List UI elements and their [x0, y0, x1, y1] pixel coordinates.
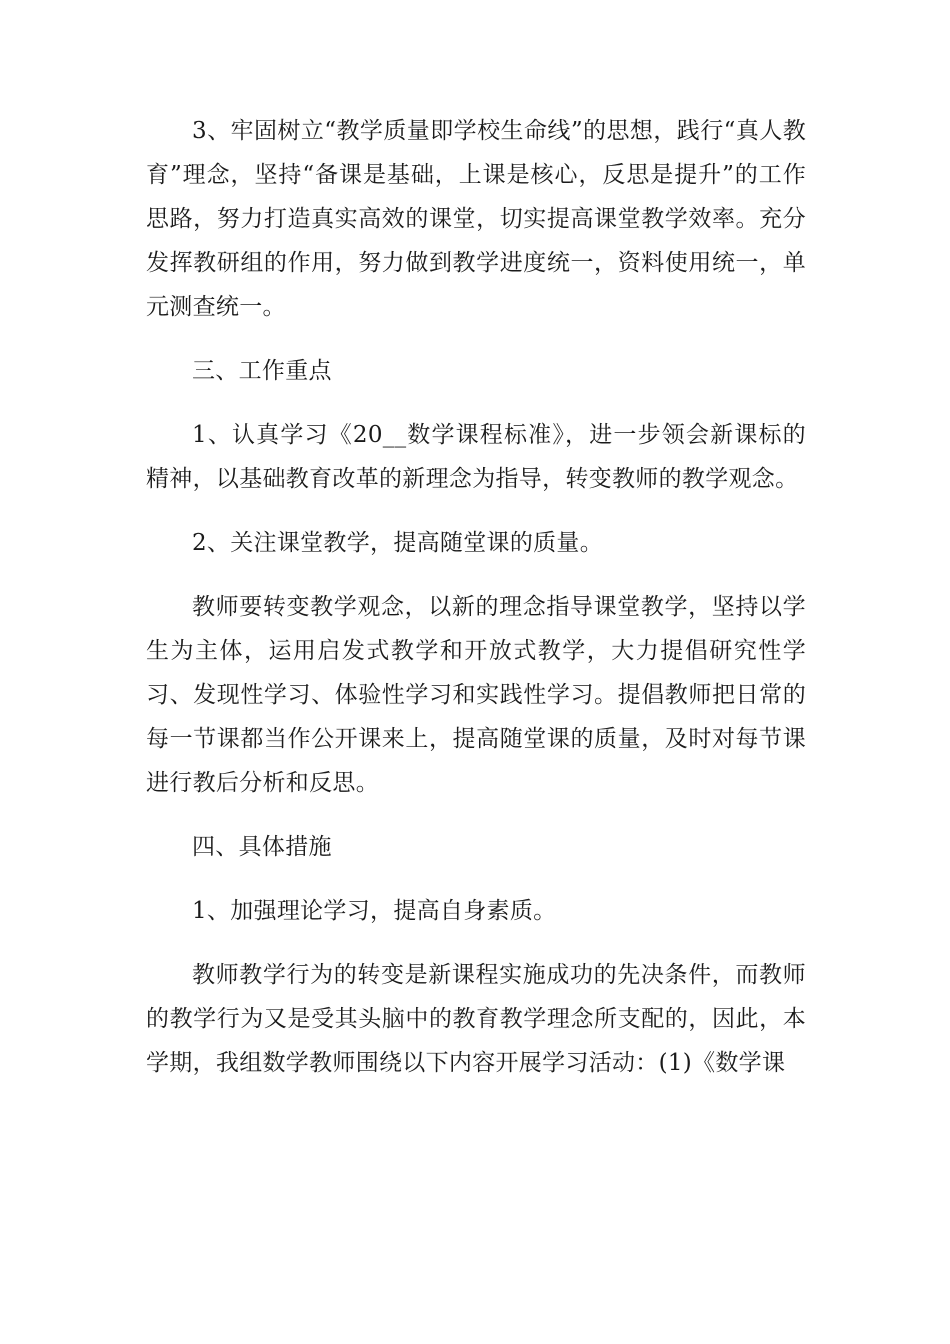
- paragraph-theory-study: 1、加强理论学习，提高自身素质。: [192, 898, 557, 924]
- document-body: [146, 109, 806, 1105]
- section-heading-work-focus: 三、工作重点: [192, 358, 332, 384]
- paragraph-teaching-concepts: 教师要转变教学观念，以新的理念指导课堂教学，坚持以学生为主体，运用启发式教学和开放式教学，大力提倡研究性学习、发现性学习、体验性学习和实践性学习。提倡教师把日常的每一节课都当作公开课来上，提高随堂课的质量，及时对每节课进行教后分析和反思。: [146, 594, 806, 796]
- section-heading-measures: 四、具体措施: [192, 834, 332, 860]
- paragraph-teacher-behavior: 教师教学行为的转变是新课程实施成功的先决条件，而教师的教学行为又是受其头脑中的教育教学理念所支配的，因此，本学期，我组数学教师围绕以下内容开展学习活动：(1)《数学课: [146, 962, 806, 1076]
- paragraph-study-standards: 1、认真学习《20__数学课程标准》，进一步领会新课标的精神，以基础教育改革的新理念为指导，转变教师的教学观念。: [146, 422, 806, 492]
- paragraph-item-3-goal: 3、牢固树立“教学质量即学校生命线”的思想，践行“真人教育”理念，坚持“备课是基础，上课是核心，反思是提升”的工作思路，努力打造真实高效的课堂，切实提高课堂教学效率。充分发挥教研组的作用，努力做到教学进度统一，资料使用统一，单元测查统一。: [146, 118, 806, 320]
- paragraph-classroom-teaching: 2、关注课堂教学，提高随堂课的质量。: [192, 530, 604, 556]
